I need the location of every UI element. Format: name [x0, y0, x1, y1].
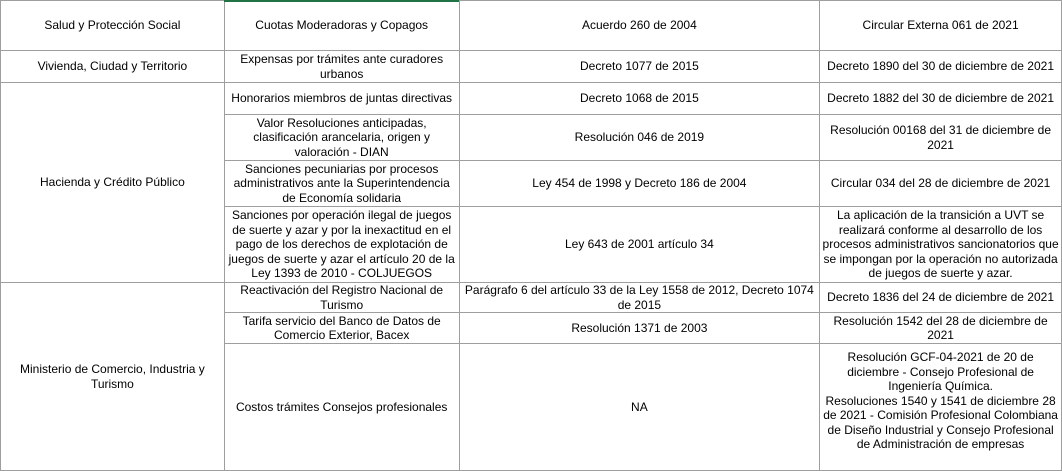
item-cell[interactable]: Valor Resoluciones anticipadas, clasificación arancelaria, origen y valoración - DIAN	[224, 115, 459, 161]
new-rule-cell[interactable]: Circular 034 del 28 de diciembre de 2021	[820, 161, 1062, 207]
header-row	[1, 1, 1062, 51]
entity-cell[interactable]: Vivienda, Ciudad y Territorio	[1, 51, 225, 83]
entity-cell[interactable]: Ministerio de Comercio, Industria y Turismo	[1, 283, 225, 471]
table-row	[1, 51, 1062, 83]
new-rule-cell[interactable]: Resolución 00168 del 31 de diciembre de 2021	[820, 115, 1062, 161]
header-cell-new-rule[interactable]: Circular Externa 061 de 2021	[820, 1, 1062, 51]
active-cell-indicator	[224, 0, 459, 2]
previous-rule-cell[interactable]: Resolución 046 de 2019	[459, 115, 820, 161]
previous-rule-cell[interactable]: Decreto 1077 de 2015	[459, 51, 820, 83]
previous-rule-cell[interactable]: NA	[459, 344, 820, 471]
previous-rule-cell[interactable]: Ley 643 de 2001 artículo 34	[459, 207, 820, 283]
new-rule-cell[interactable]: Decreto 1882 del 30 de diciembre de 2021	[820, 83, 1062, 115]
new-rule-cell[interactable]: Resolución 1542 del 28 de diciembre de 2021	[820, 313, 1062, 344]
item-cell[interactable]: Honorarios miembros de juntas directivas	[224, 83, 459, 115]
new-rule-cell[interactable]: Decreto 1890 del 30 de diciembre de 2021	[820, 51, 1062, 83]
item-cell[interactable]: Reactivación del Registro Nacional de Turismo	[224, 283, 459, 313]
entity-cell[interactable]: Hacienda y Crédito Público	[1, 83, 225, 283]
table-row	[1, 283, 1062, 313]
item-cell[interactable]: Expensas por trámites ante curadores urbanos	[224, 51, 459, 83]
header-cell-entity[interactable]: Salud y Protección Social	[1, 1, 225, 51]
header-cell-previous-rule[interactable]: Acuerdo 260 de 2004	[459, 1, 820, 51]
item-cell[interactable]: Costos trámites Consejos profesionales	[224, 344, 459, 471]
item-cell[interactable]: Tarifa servicio del Banco de Datos de Comercio Exterior, Bacex	[224, 313, 459, 344]
item-cell[interactable]: Sanciones por operación ilegal de juegos de suerte y azar y por la inexactitud en el pago de los derechos de explotación de juegos de suerte y azar el artículo 20 de la Ley 1393 de 2010 - COLJUEGOS	[224, 207, 459, 283]
previous-rule-cell[interactable]: Decreto 1068 de 2015	[459, 83, 820, 115]
previous-rule-cell[interactable]: Ley 454 de 1998 y Decreto 186 de 2004	[459, 161, 820, 207]
new-rule-text: Resolución GCF-04-2021 de 20 de diciembre - Consejo Profesional de Ingeniería Química. Resoluciones 1540 y 1541 de diciembre 28 de 2021 - Comisión Profesional Colombiana de Diseño Industrial y Consejo Profesional de Administración de empresas	[823, 350, 1058, 451]
previous-rule-cell[interactable]: Parágrafo 6 del artículo 33 de la Ley 1558 de 2012, Decreto 1074 de 2015	[459, 283, 820, 313]
new-rule-cell[interactable]: La aplicación de la transición a UVT se realizará conforme al desarrollo de los procesos administrativos sancionatorios que se impongan por la operación no autorizada de juegos de suerte y azar.	[820, 207, 1062, 283]
item-cell[interactable]: Sanciones pecuniarias por procesos administrativos ante la Superintendencia de Economía solidaria	[224, 161, 459, 207]
table-row	[1, 83, 1062, 115]
new-rule-cell[interactable]: Decreto 1836 del 24 de diciembre de 2021	[820, 283, 1062, 313]
header-cell-item[interactable]: Cuotas Moderadoras y Copagos	[224, 1, 459, 51]
previous-rule-cell[interactable]: Resolución 1371 de 2003	[459, 313, 820, 344]
new-rule-cell[interactable]	[820, 344, 1062, 471]
